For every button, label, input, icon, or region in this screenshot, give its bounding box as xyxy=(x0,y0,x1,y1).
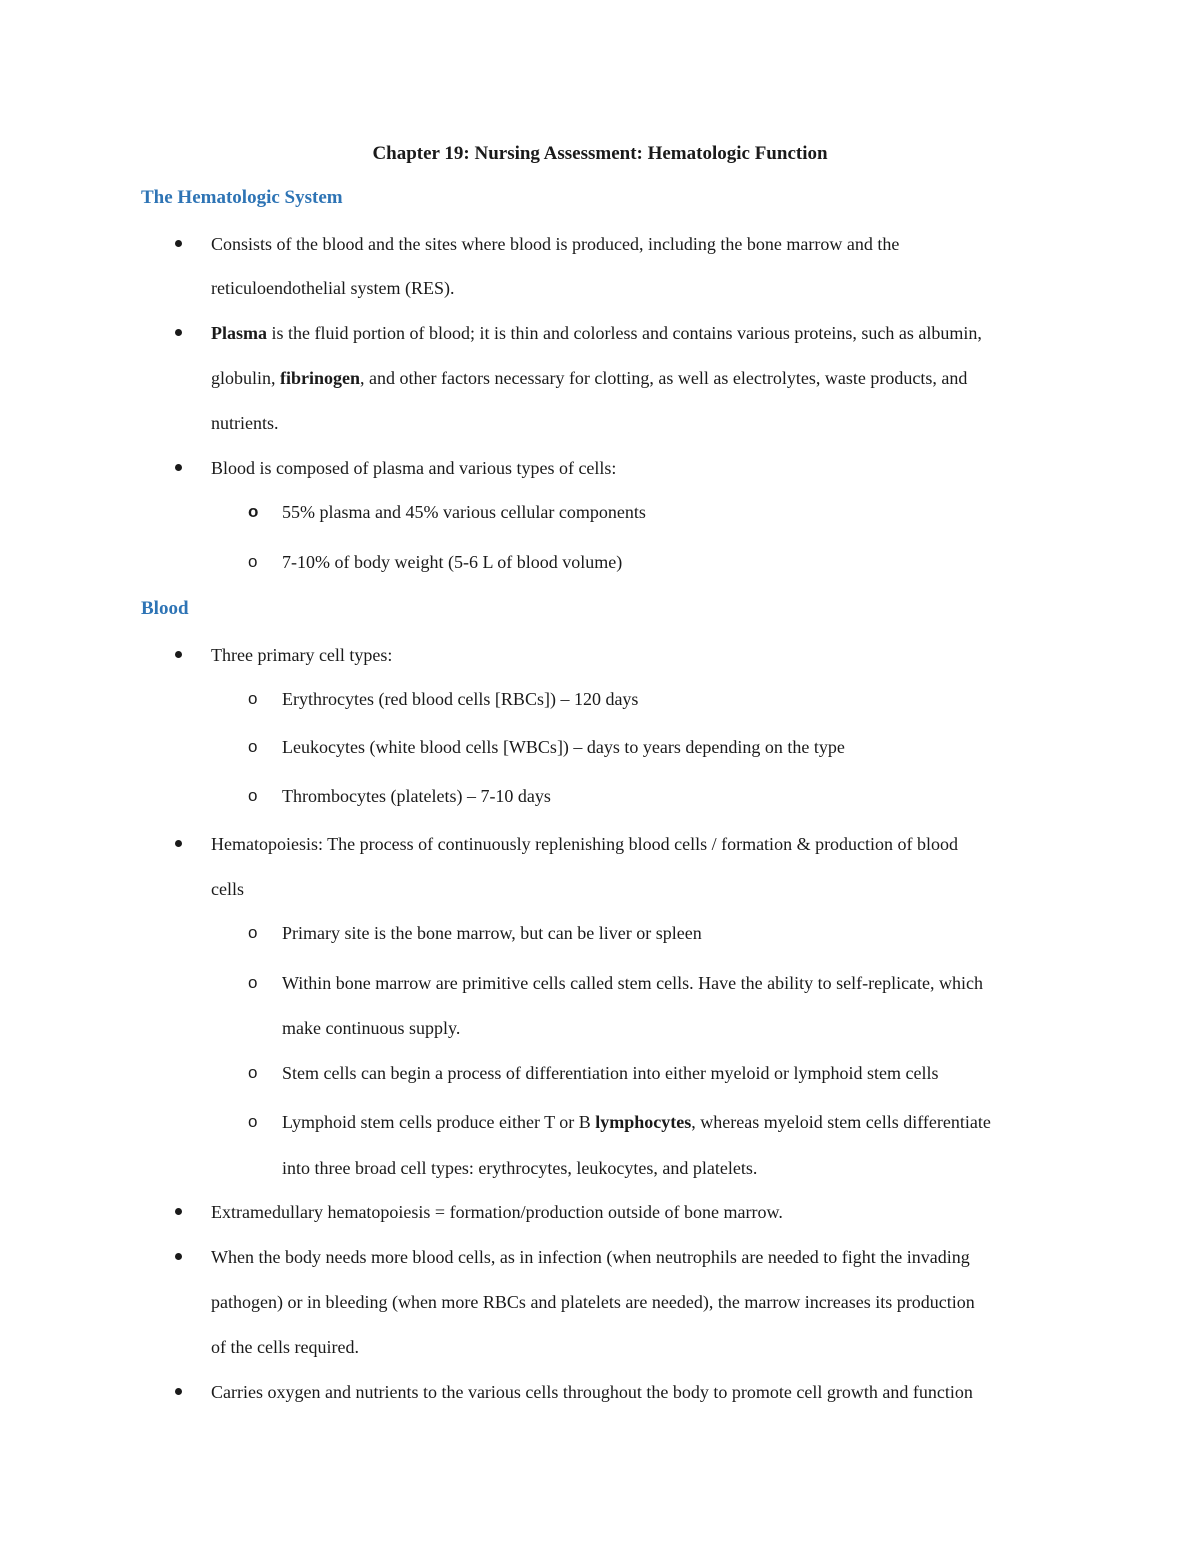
list-item-text: Extramedullary hematopoiesis = formation/production outside of bone marrow. xyxy=(211,1202,783,1222)
term-fibrinogen: fibrinogen xyxy=(280,368,361,388)
sub-list-item-text: into three broad cell types: erythrocytes, leukocytes, and platelets. xyxy=(282,1158,758,1178)
section-heading-blood: Blood xyxy=(141,598,189,619)
list-item-text: Consists of the blood and the sites where blood is produced, including the bone marrow and the xyxy=(211,234,900,254)
sub-list-item-text: Leukocytes (white blood cells [WBCs]) – days to years depending on the type xyxy=(282,737,845,757)
sub-bullet-icon: o xyxy=(248,923,258,942)
bullet-icon xyxy=(175,1208,182,1215)
section-heading-hematologic-system: The Hematologic System xyxy=(141,187,343,208)
sub-bullet-icon: o xyxy=(248,502,259,521)
bullet-icon xyxy=(175,1253,182,1260)
list-item-text-rest: is the fluid portion of blood; it is thin and colorless and contains various proteins, such as albumin, xyxy=(267,323,982,343)
sub-list-item-text: Primary site is the bone marrow, but can be liver or spleen xyxy=(282,923,702,943)
bullet-icon xyxy=(175,240,182,247)
list-item-text: reticuloendothelial system (RES). xyxy=(211,278,455,298)
list-item-text: Carries oxygen and nutrients to the various cells throughout the body to promote cell growth and function xyxy=(211,1382,973,1402)
sub-list-item-text: 55% plasma and 45% various cellular components xyxy=(282,502,646,522)
bullet-icon xyxy=(175,329,182,336)
sub-list-item-text xyxy=(282,1108,991,1136)
sub-bullet-icon: o xyxy=(248,786,258,805)
bullet-icon xyxy=(175,1388,182,1395)
term-lymphocytes: lymphocytes xyxy=(595,1112,692,1132)
list-item-text: Hematopoiesis: The process of continuously replenishing blood cells / formation & production of blood xyxy=(211,834,959,854)
sub-bullet-icon: o xyxy=(248,973,258,992)
sub-bullet-icon: o xyxy=(248,689,258,708)
term-plasma: Plasma xyxy=(211,323,267,343)
bullet-icon xyxy=(175,840,182,847)
sub-list-item-text-pre: Lymphoid stem cells produce either T or B xyxy=(282,1112,596,1132)
list-item-text: When the body needs more blood cells, as in infection (when neutrophils are needed to fight the invading xyxy=(211,1247,970,1267)
list-item-text-pre: globulin, xyxy=(211,368,281,388)
list-item-text: nutrients. xyxy=(211,413,279,433)
bullet-icon xyxy=(175,651,182,658)
list-item-text: Three primary cell types: xyxy=(211,645,393,665)
list-item-text: Blood is composed of plasma and various types of cells: xyxy=(211,458,617,478)
sub-bullet-icon: o xyxy=(248,1112,258,1131)
list-item-text: of the cells required. xyxy=(211,1337,359,1357)
sub-list-item-text-rest: , whereas myeloid stem cells differentiate xyxy=(691,1112,991,1132)
sub-list-item-text: Within bone marrow are primitive cells called stem cells. Have the ability to self-replicate, which xyxy=(282,973,984,993)
sub-list-item-text: Thrombocytes (platelets) – 7-10 days xyxy=(282,786,551,806)
sub-bullet-icon: o xyxy=(248,552,258,571)
bullet-icon xyxy=(175,464,182,471)
sub-list-item-text: Erythrocytes (red blood cells [RBCs]) – 120 days xyxy=(282,689,639,709)
page-title: Chapter 19: Nursing Assessment: Hematologic Function xyxy=(372,143,828,164)
sub-list-item-text: 7-10% of body weight (5-6 L of blood volume) xyxy=(282,552,623,572)
sub-bullet-icon: o xyxy=(248,1063,258,1082)
list-item-text xyxy=(211,319,982,347)
list-item-text: pathogen) or in bleeding (when more RBCs and platelets are needed), the marrow increases its production xyxy=(211,1292,975,1312)
list-item-text-rest: , and other factors necessary for clotting, as well as electrolytes, waste products, and xyxy=(360,368,968,388)
sub-list-item-text: make continuous supply. xyxy=(282,1018,461,1038)
list-item-text xyxy=(211,364,967,392)
sub-list-item-text: Stem cells can begin a process of differentiation into either myeloid or lymphoid stem cells xyxy=(282,1063,939,1083)
sub-bullet-icon: o xyxy=(248,737,258,756)
list-item-text: cells xyxy=(211,879,244,899)
